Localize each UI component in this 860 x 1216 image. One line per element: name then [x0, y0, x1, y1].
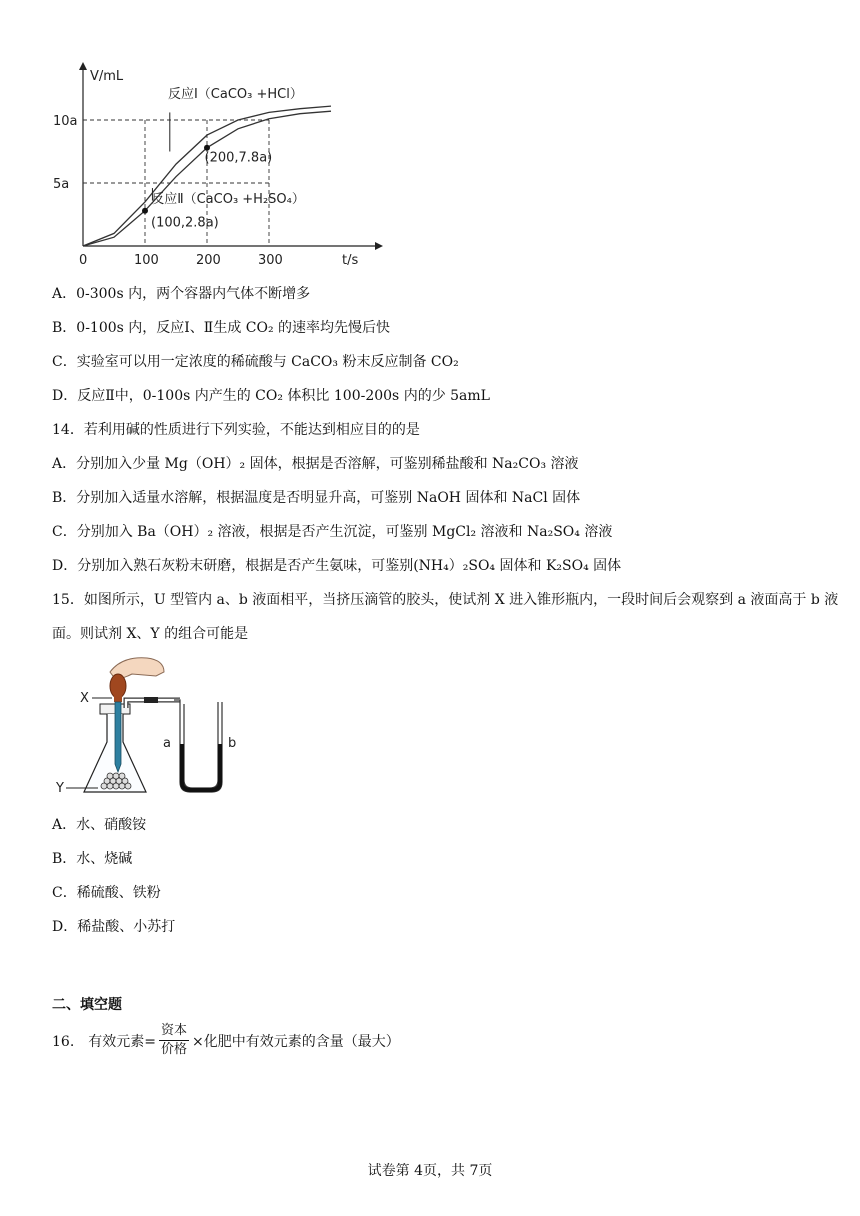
q16-fraction [159, 1022, 189, 1059]
x-tick-label: 200 [196, 253, 221, 268]
section-title: 二、填空题 [52, 997, 122, 1013]
q15-option-d: D．稀盐酸、小苏打 [52, 919, 176, 935]
q13-option-c: C．实验室可以用一定浓度的稀硫酸与 CaCO₃ 粉末反应制备 CO₂ [52, 354, 459, 370]
q16-numerator: 资本 [159, 1022, 189, 1041]
label-b: b [228, 736, 237, 751]
reaction-volume-chart [50, 60, 390, 270]
q16-suffix: ×化肥中有效元素的含量（最大） [192, 1033, 400, 1050]
q14-stem: 14．若利用碱的性质进行下列实验，不能达到相应目的的是 [52, 422, 420, 438]
q13-option-d: D．反应Ⅱ中，0-100s 内产生的 CO₂ 体积比 100-200s 内的少 5amL [52, 388, 490, 404]
q15-option-c: C．稀硫酸、铁粉 [52, 885, 161, 901]
x-tick-label: 0 [79, 253, 88, 268]
q16-denominator: 价格 [161, 1042, 188, 1057]
q14-option-b: B．分别加入适量水溶解，根据温度是否明显升高，可鉴别 NaOH 固体和 NaCl 固体 [52, 490, 581, 506]
series-1-label: 反应Ⅰ（CaCO₃ +HCl） [167, 87, 303, 102]
label-a: a [163, 736, 171, 751]
x-tick-label: 100 [134, 253, 159, 268]
annotation-100: (100,2.8a) [151, 215, 219, 231]
y-axis-label: V/mL [90, 69, 124, 84]
u-tube-apparatus-diagram [52, 652, 252, 804]
q15-option-a: A．水、硝酸铵 [52, 817, 147, 833]
point-100 [142, 208, 148, 214]
series-2-label: 反应Ⅱ（CaCO₃ +H₂SO₄） [151, 192, 305, 207]
annotation-200: (200,7.8a) [204, 150, 273, 166]
x-tick-label: 300 [258, 253, 283, 268]
q15-stem: 15．如图所示，U 型管内 a、b 液面相平，当挤压滴管的胶头，使试剂 X 进入锥形瓶内，一段时间后会观察到 a 液面高于 b 液面。则试剂 X、Y 的组合可能是 [52, 592, 839, 642]
q13-option-a: A．0-300s 内，两个容器内气体不断增多 [52, 286, 311, 302]
q14-option-d: D．分别加入熟石灰粉末研磨，根据是否产生氨味，可鉴别(NH₄）₂SO₄ 固体和 K₂SO₄ 固体 [52, 558, 622, 574]
q14-option-c: C．分别加入 Ba（OH）₂ 溶液，根据是否产生沉淀，可鉴别 MgCl₂ 溶液和 Na₂SO₄ 溶液 [52, 524, 613, 540]
label-x: X [80, 691, 89, 706]
q16-formula [52, 1022, 400, 1059]
q15-option-b: B．水、烧碱 [52, 851, 133, 867]
q16-prefix: 16. 有效元素= [52, 1033, 156, 1050]
label-y: Y [56, 781, 64, 796]
x-axis-label: t/s [342, 253, 359, 268]
page-footer: 试卷第 4页，共 7页 [367, 1163, 493, 1179]
y-tick-label: 5a [53, 177, 70, 192]
q14-option-a: A．分别加入少量 Mg（OH）₂ 固体，根据是否溶解，可鉴别稀盐酸和 Na₂CO₃ 溶液 [52, 456, 579, 472]
x-axis-arrow [375, 242, 383, 250]
q13-option-b: B．0-100s 内，反应Ⅰ、Ⅱ生成 CO₂ 的速率均先慢后快 [52, 320, 391, 336]
y-tick-label: 10a [53, 114, 78, 129]
y-axis-arrow [79, 62, 87, 70]
